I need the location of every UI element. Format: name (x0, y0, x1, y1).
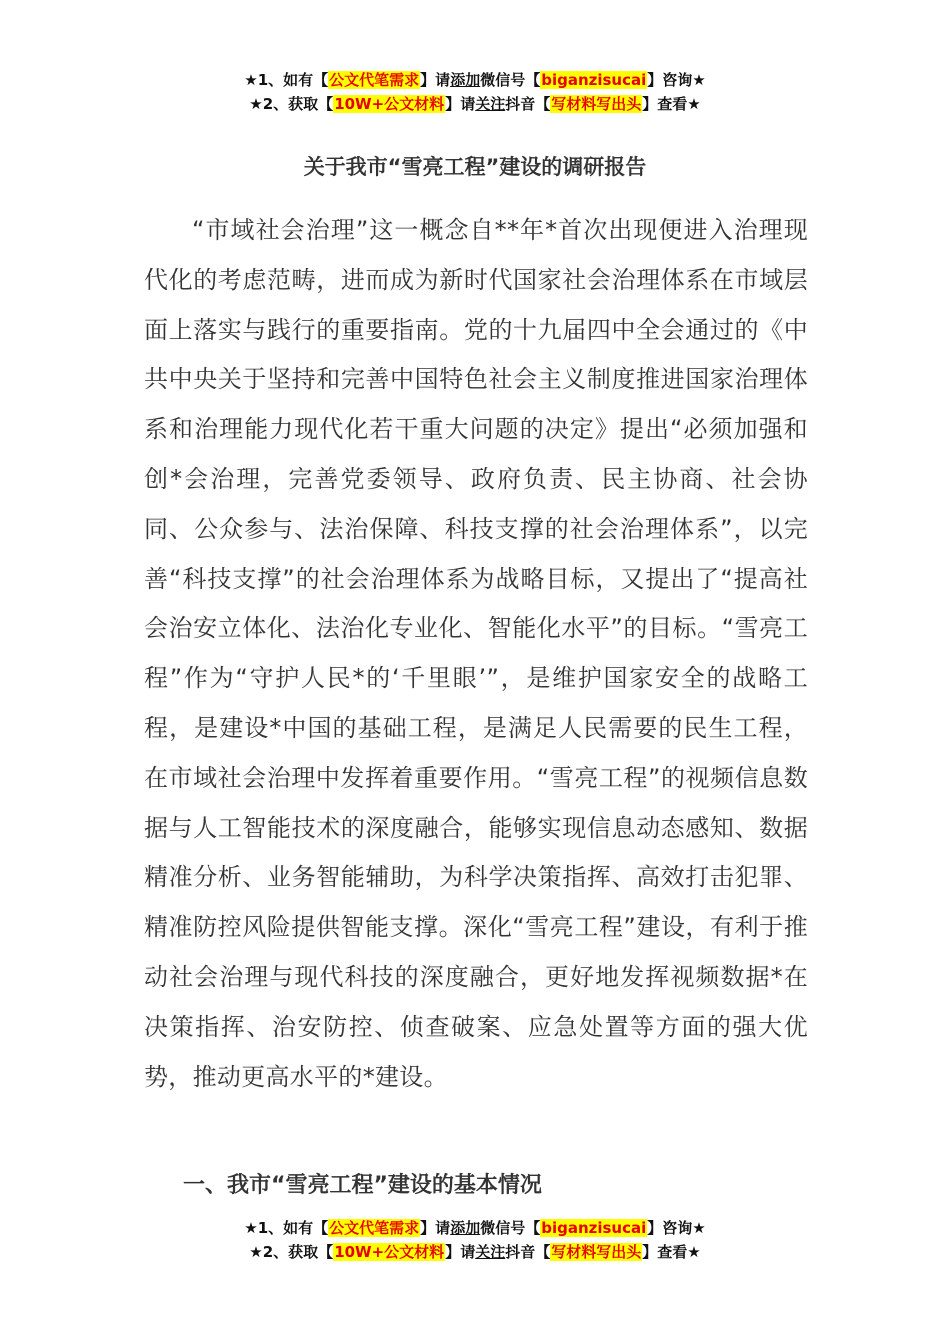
banner-text: ★1、如有【 (244, 71, 329, 89)
banner-line-1 (0, 1216, 950, 1240)
banner-text: 】请 (420, 71, 451, 89)
banner-text: 微信号【 (480, 1219, 541, 1237)
top-banner (0, 68, 950, 116)
banner-text: ★2、获取【 (249, 1243, 334, 1261)
banner-text: 抖音【 (505, 95, 551, 113)
banner-text: 】咨询★ (647, 71, 706, 89)
banner-text: 】查看★ (642, 95, 701, 113)
banner-text: 】请 (445, 1243, 476, 1261)
highlight-wechat-id: biganzisucai (541, 1219, 647, 1237)
banner-text: 】咨询★ (647, 1219, 706, 1237)
highlight-materials: 10W+公文材料 (334, 95, 445, 113)
underlined-add: 添加 (450, 1219, 481, 1237)
underlined-follow: 关注 (475, 1243, 506, 1261)
banner-text: 】查看★ (642, 1243, 701, 1261)
underlined-add: 添加 (450, 71, 481, 89)
banner-line-2 (0, 92, 950, 116)
section-heading: 一、我市“雪亮工程”建设的基本情况 (183, 1173, 542, 1198)
highlight-wechat-id: biganzisucai (541, 71, 647, 89)
highlight-materials: 10W+公文材料 (334, 1243, 445, 1261)
banner-text: ★2、获取【 (249, 95, 334, 113)
banner-text: 】请 (420, 1219, 451, 1237)
body-paragraph: “市域社会治理”这一概念自**年*首次出现便进入治理现代化的考虑范畴，进而成为新时代国家社会治理体系在市域层面上落实与践行的重要指南。党的十九届四中全会通过的《中共中央关于坚持和完善中国特色社会主义制度推进国家治理体系和治理能力现代化若干重大问题的决定》提出“必须加强和创*会治理，完善党委领导、政府负责、民主协商、社会协同、公众参与、法治保障、科技支撑的社会治理体系”，以完善“科技支撑”的社会治理体系为战略目标，又提出了“提高社会治安立体化、法治化专业化、智能化水平”的目标。“雪亮工程”作为“守护人民*的‘千里眼’”，是维护国家安全的战略工程，是建设*中国的基础工程，是满足人民需要的民生工程，在市域社会治理中发挥着重要作用。“雪亮工程”的视频信息数据与人工智能技术的深度融合，能够实现信息动态感知、数据精准分析、业务智能辅助，为科学决策指挥、高效打击犯罪、精准防控风险提供智能支撑。深化“雪亮工程”建设，有利于推动社会治理与现代科技的深度融合，更好地发挥视频数据*在决策指挥、治安防控、侦查破案、应急处置等方面的强大优势，推动更高水平的*建设。 (144, 216, 808, 1091)
banner-line-2 (0, 1240, 950, 1264)
banner-text: 微信号【 (480, 71, 541, 89)
banner-line-1 (0, 68, 950, 92)
underlined-follow: 关注 (475, 95, 506, 113)
highlight-douyin-account: 写材料写出头 (551, 1243, 642, 1261)
highlight-douyin-account: 写材料写出头 (551, 95, 642, 113)
banner-text: 抖音【 (505, 1243, 551, 1261)
bottom-banner (0, 1216, 950, 1264)
highlight-ghostwriting: 公文代笔需求 (329, 71, 420, 89)
banner-text: ★1、如有【 (244, 1219, 329, 1237)
document-title: 关于我市“雪亮工程”建设的调研报告 (303, 155, 647, 179)
banner-text: 】请 (445, 95, 476, 113)
highlight-ghostwriting: 公文代笔需求 (329, 1219, 420, 1237)
